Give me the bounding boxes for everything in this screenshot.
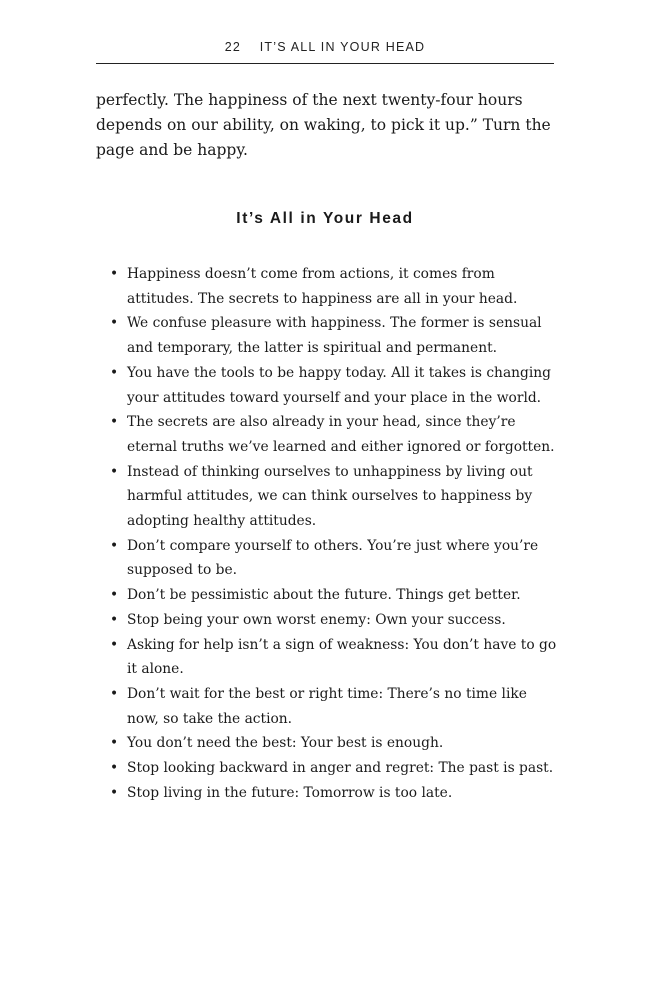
- bullet-icon: •: [110, 414, 119, 431]
- list-item-text: Asking for help isn’t a sign of weakness: You don’t have to go it alone.: [127, 636, 557, 678]
- list-item: [110, 410, 558, 459]
- intro-paragraph: perfectly. The happiness of the next twenty-four hours depends on our ability, on waking, to pick it up.” Turn the page and be happy.: [96, 91, 551, 159]
- running-title: IT’S ALL IN YOUR HEAD: [259, 40, 426, 54]
- list-item: [110, 756, 558, 781]
- bullet-icon: •: [110, 735, 119, 752]
- list-item: [110, 608, 558, 633]
- bullet-icon: •: [110, 760, 119, 777]
- bullet-icon: •: [110, 636, 119, 653]
- bullet-icon: •: [110, 463, 119, 480]
- list-item-text: Don’t be pessimistic about the future. Things get better.: [127, 587, 521, 604]
- page-number: 22: [224, 40, 242, 54]
- list-item: [110, 534, 558, 583]
- list-item-text: Instead of thinking ourselves to unhappiness by living out harmful attitudes, we can think ourselves to happiness by adopting healthy attitudes.: [127, 463, 533, 530]
- list-item-text: Don’t compare yourself to others. You’re just where you’re supposed to be.: [127, 537, 539, 579]
- list-item: [110, 361, 558, 410]
- bullet-icon: •: [110, 611, 119, 628]
- list-item-text: Stop being your own worst enemy: Own your success.: [127, 611, 506, 628]
- bullet-icon: •: [110, 315, 119, 332]
- bullet-icon: •: [110, 266, 119, 282]
- list-item-text: You don’t need the best: Your best is enough.: [127, 735, 444, 752]
- list-item-text: We confuse pleasure with happiness. The former is sensual and temporary, the latter is spiritual and permanent.: [127, 315, 542, 357]
- bullet-list: [110, 262, 558, 805]
- bullet-icon: •: [110, 537, 119, 554]
- list-item-text: Stop looking backward in anger and regret: The past is past.: [127, 760, 554, 777]
- list-item-text: The secrets are also already in your head, since they’re eternal truths we’ve learned and either ignored or forgotten.: [127, 414, 555, 455]
- list-item: [110, 633, 558, 682]
- list-item: [110, 460, 558, 534]
- list-item: [110, 682, 558, 731]
- list-item: [110, 311, 558, 360]
- bullet-icon: •: [110, 784, 119, 801]
- list-item: [110, 262, 558, 311]
- bullet-icon: •: [110, 364, 119, 381]
- list-item-text: You have the tools to be happy today. All it takes is changing your attitudes toward yourself and your place in the world.: [127, 364, 552, 406]
- running-header: [96, 40, 554, 54]
- list-item-text: Stop living in the future: Tomorrow is too late.: [127, 784, 453, 801]
- list-item: [110, 583, 558, 608]
- section-title: It’s All in Your Head: [236, 210, 414, 227]
- bullet-icon: •: [110, 685, 119, 702]
- list-item-text: Don’t wait for the best or right time: There’s no time like now, so take the action.: [127, 685, 527, 727]
- list-item: [110, 731, 558, 756]
- list-item-text: Happiness doesn’t come from actions, it comes from attitudes. The secrets to happiness are all in your head.: [127, 266, 518, 307]
- header-rule: [96, 63, 554, 64]
- list-item: [110, 781, 558, 806]
- bullet-icon: •: [110, 587, 119, 604]
